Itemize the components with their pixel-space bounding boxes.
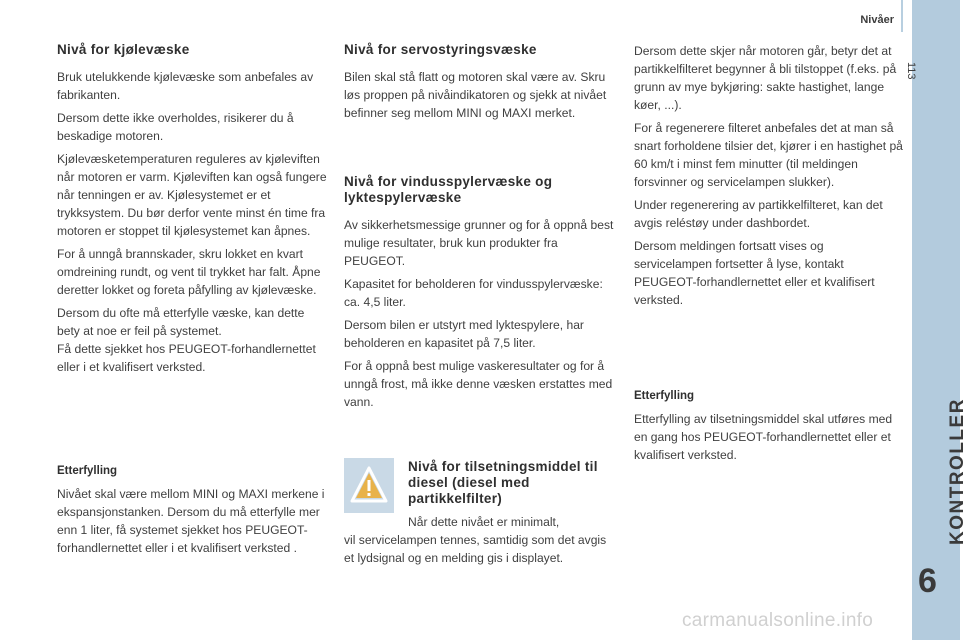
additive-title-block [408, 459, 608, 517]
watermark: carmanualsonline.info [682, 610, 874, 631]
page-header-title: Nivåer [860, 14, 894, 26]
washer-paragraph: For å oppnå best mulige vaskeresultater og for å unngå frost, må ikke denne væsken erstattes med vann. [344, 359, 613, 409]
page-number: 113 [905, 62, 917, 80]
washer-title: Nivå for vindusspylervæske og lyktespylervæske [344, 174, 553, 205]
filter-paragraph: For å regenerere filteret anbefales det at man så snart forholdene tilsier det, kjører i en hastighet på 60 km/t i minst fem minutter (til meldingen forsvinner og servicelampen slukker). [634, 121, 903, 189]
steering-title: Nivå for servostyringsvæske [344, 42, 537, 57]
additive-text: vil servicelampen tennes, samtidig som det avgis et lydsignal og en melding gis i displayet. [344, 533, 607, 565]
chapter-title: KONTROLLER [947, 398, 968, 545]
additive-text-block [344, 513, 614, 572]
coolant-title: Nivå for kjølevæske [57, 42, 190, 57]
warning-box [344, 458, 394, 513]
coolant-paragraph: Dersom du ofte må etterfylle væske, kan dette bety at noe er feil på systemet. [57, 306, 305, 338]
coolant-refill-text: Nivået skal være mellom MINI og MAXI merkene i ekspansjonstanken. Dersom du må etterfylle mer enn 1 liter, få systemet sjekket hos PEUGEOT-forhandlernettet eller i et kvalifisert verksted . [57, 487, 325, 555]
additive-refill-section [634, 390, 904, 469]
filter-paragraph: Dersom dette skjer når motoren går, betyr det at partikkelfilteret begynner å bli tilstoppet (f.eks. på grunn av mye bykjøring: sakte hastighet, lange køer, ...). [634, 44, 897, 112]
coolant-paragraph: For å unngå brannskader, skru lokket en kvart omdreining rundt, og vent til trykket har falt. Åpne deretter lokket og foreta påfylling av kjølevæske. [57, 247, 321, 297]
chapter-number: 6 [918, 562, 937, 600]
additive-text-indent: Når dette nivået er minimalt, [408, 515, 560, 529]
warning-triangle-icon [350, 466, 388, 504]
washer-paragraph: Dersom bilen er utstyrt med lyktespylere, har beholderen en kapasitet på 7,5 liter. [344, 318, 584, 350]
additive-refill-title: Etterfylling [634, 390, 695, 402]
header-divider [901, 0, 903, 32]
steering-text: Bilen skal stå flatt og motoren skal være av. Skru løs proppen på nivåindikatoren og sjekk at nivået befinner seg mellom MINI og MAXI merket. [344, 70, 607, 120]
coolant-paragraph: Bruk utelukkende kjølevæske som anbefales av fabrikanten. [57, 70, 314, 102]
coolant-refill-title: Etterfylling [57, 465, 118, 477]
coolant-paragraph: Få dette sjekket hos PEUGEOT-forhandlernettet eller i et kvalifisert verksted. [57, 342, 316, 374]
coolant-refill-section [57, 465, 329, 562]
column-steering [344, 42, 614, 127]
washer-paragraph: Kapasitet for beholderen for vindusspylervæske: ca. 4,5 liter. [344, 277, 603, 309]
additive-title: Nivå for tilsetningsmiddel til diesel (diesel med partikkelfilter) [408, 459, 598, 506]
coolant-paragraph: Dersom dette ikke overholdes, risikerer du å beskadige motoren. [57, 111, 294, 143]
washer-paragraph: Av sikkerhetsmessige grunner og for å oppnå best mulige resultater, bruk kun produkter fra PEUGEOT. [344, 218, 614, 268]
filter-paragraph: Under regenerering av partikkelfilteret, kan det avgis reléstøy under dashbordet. [634, 198, 883, 230]
filter-paragraph: Dersom meldingen fortsatt vises og servicelampen fortsetter å lyse, kontakt PEUGEOT-forhandlernettet eller et kvalifisert verksted. [634, 239, 875, 307]
washer-section [344, 174, 614, 416]
column-coolant [57, 42, 329, 381]
coolant-paragraph: Kjølevæsketemperaturen reguleres av kjøleviften når motoren er varm. Kjøleviften kan også fungere når tenningen er av. Kjølesystemet er et trykksystem. Du bør derfor vente minst én time fra motoren er stoppet til kjølesystemet kan åpnes. [57, 152, 327, 238]
column-particle-filter [634, 42, 904, 314]
additive-refill-text: Etterfylling av tilsetningsmiddel skal utføres med en gang hos PEUGEOT-forhandlernettet eller et kvalifisert verksted. [634, 412, 893, 462]
